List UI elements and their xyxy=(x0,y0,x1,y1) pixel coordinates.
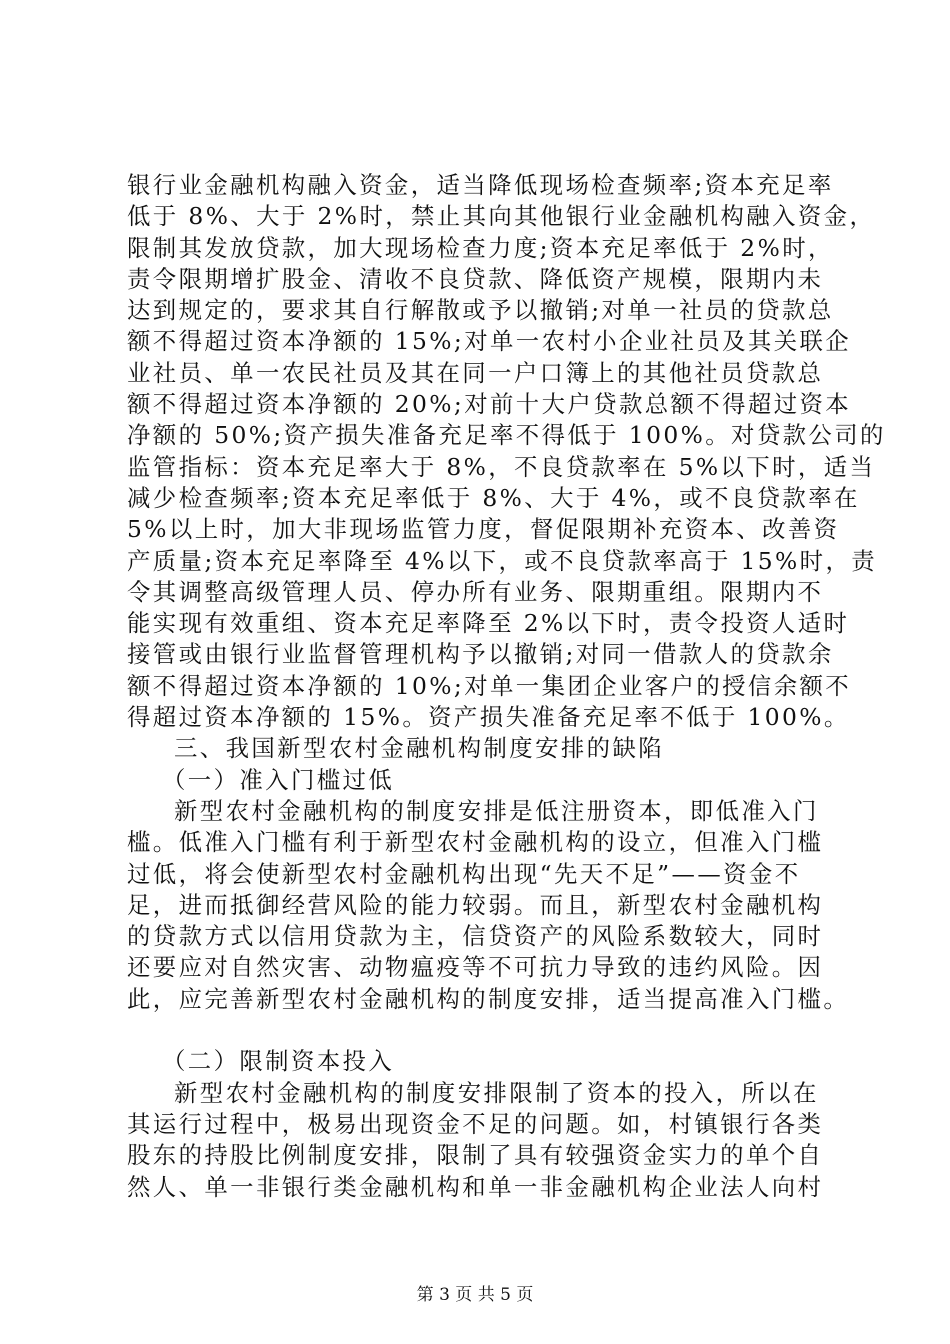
paragraph-line: 还要应对自然灾害、动物瘟疫等不可抗力导致的违约风险。因 xyxy=(127,953,824,982)
section-heading: 三、我国新型农村金融机构制度安排的缺陷 xyxy=(174,734,665,763)
paragraph-line: 新型农村金融机构的制度安排限制了资本的投入，所以在 xyxy=(174,1078,819,1107)
paragraph-line: 此，应完善新型农村金融机构的制度安排，适当提高准入门槛。 xyxy=(127,984,850,1013)
document-body xyxy=(127,170,886,1203)
paragraph-line: 能实现有效重组、资本充足率降至 2%以下时，责令投资人适时 xyxy=(127,609,850,638)
paragraph-line: 然人、单一非银行类金融机构和单一非金融机构企业法人向村 xyxy=(127,1172,824,1201)
paragraph-line: 其运行过程中，极易出现资金不足的问题。如，村镇银行各类 xyxy=(127,1109,824,1138)
paragraph-line: 得超过资本净额的 15%。资产损失准备充足率不低于 100%。 xyxy=(127,703,850,732)
paragraph-line: 额不得超过资本净额的 15%;对单一农村小企业社员及其关联企 xyxy=(127,327,852,356)
paragraph-line: 过低，将会使新型农村金融机构出现“先天不足”——资金不 xyxy=(127,859,801,888)
paragraph-gap xyxy=(127,1015,847,1046)
paragraph-line: 达到规定的，要求其自行解散或予以撤销;对单一社员的贷款总 xyxy=(127,296,834,325)
paragraph-line: 槛。低准入门槛有利于新型农村金融机构的设立，但准入门槛 xyxy=(127,828,824,857)
paragraph-line: 产质量;资本充足率降至 4%以下，或不良贷款率高于 15%时，责 xyxy=(127,546,878,575)
subsection-heading-1: （一）准入门槛过低 xyxy=(162,765,395,794)
paragraph-line: 限制其发放贷款，加大现场检查力度;资本充足率低于 2%时， xyxy=(127,233,834,262)
paragraph-line: 业社员、单一农民社员及其在同一户口簿上的其他社员贷款总 xyxy=(127,358,824,387)
paragraph-line: 额不得超过资本净额的 20%;对前十大户贷款总额不得超过资本 xyxy=(127,390,852,419)
paragraph-line: 接管或由银行业监督管理机构予以撤销;对同一借款人的贷款余 xyxy=(127,640,834,669)
paragraph-line: 5%以上时，加大非现场监管力度，督促限期补充资本、改善资 xyxy=(127,515,840,544)
paragraph-line: 的贷款方式以信用贷款为主，信贷资产的风险系数较大，同时 xyxy=(127,922,824,951)
paragraph-line: 低于 8%、大于 2%时，禁止其向其他银行业金融机构融入资金， xyxy=(127,202,876,231)
subsection-heading-2: （二）限制资本投入 xyxy=(162,1047,395,1076)
paragraph-line: 股东的持股比例制度安排，限制了具有较强资金实力的单个自 xyxy=(127,1141,824,1170)
paragraph-line: 监管指标：资本充足率大于 8%，不良贷款率在 5%以下时，适当 xyxy=(127,452,876,481)
paragraph-line: 足，进而抵御经营风险的能力较弱。而且，新型农村金融机构 xyxy=(127,890,824,919)
paragraph-line: 责令限期增扩股金、清收不良贷款、降低资产规模，限期内未 xyxy=(127,264,824,293)
paragraph-line: 净额的 50%;资产损失准备充足率不得低于 100%。对贷款公司的 xyxy=(127,421,886,450)
paragraph-line: 银行业金融机构融入资金，适当降低现场检查频率;资本充足率 xyxy=(127,171,834,199)
paragraph-line: 额不得超过资本净额的 10%;对单一集团企业客户的授信余额不 xyxy=(127,671,852,700)
paragraph-line: 新型农村金融机构的制度安排是低注册资本，即低准入门 xyxy=(174,796,819,825)
paragraph-line: 令其调整高级管理人员、停办所有业务、限期重组。限期内不 xyxy=(127,577,824,606)
paragraph-line: 减少检查频率;资本充足率低于 8%、大于 4%，或不良贷款率在 xyxy=(127,483,860,512)
page-footer: 第 3 页 共 5 页 xyxy=(416,1285,534,1305)
